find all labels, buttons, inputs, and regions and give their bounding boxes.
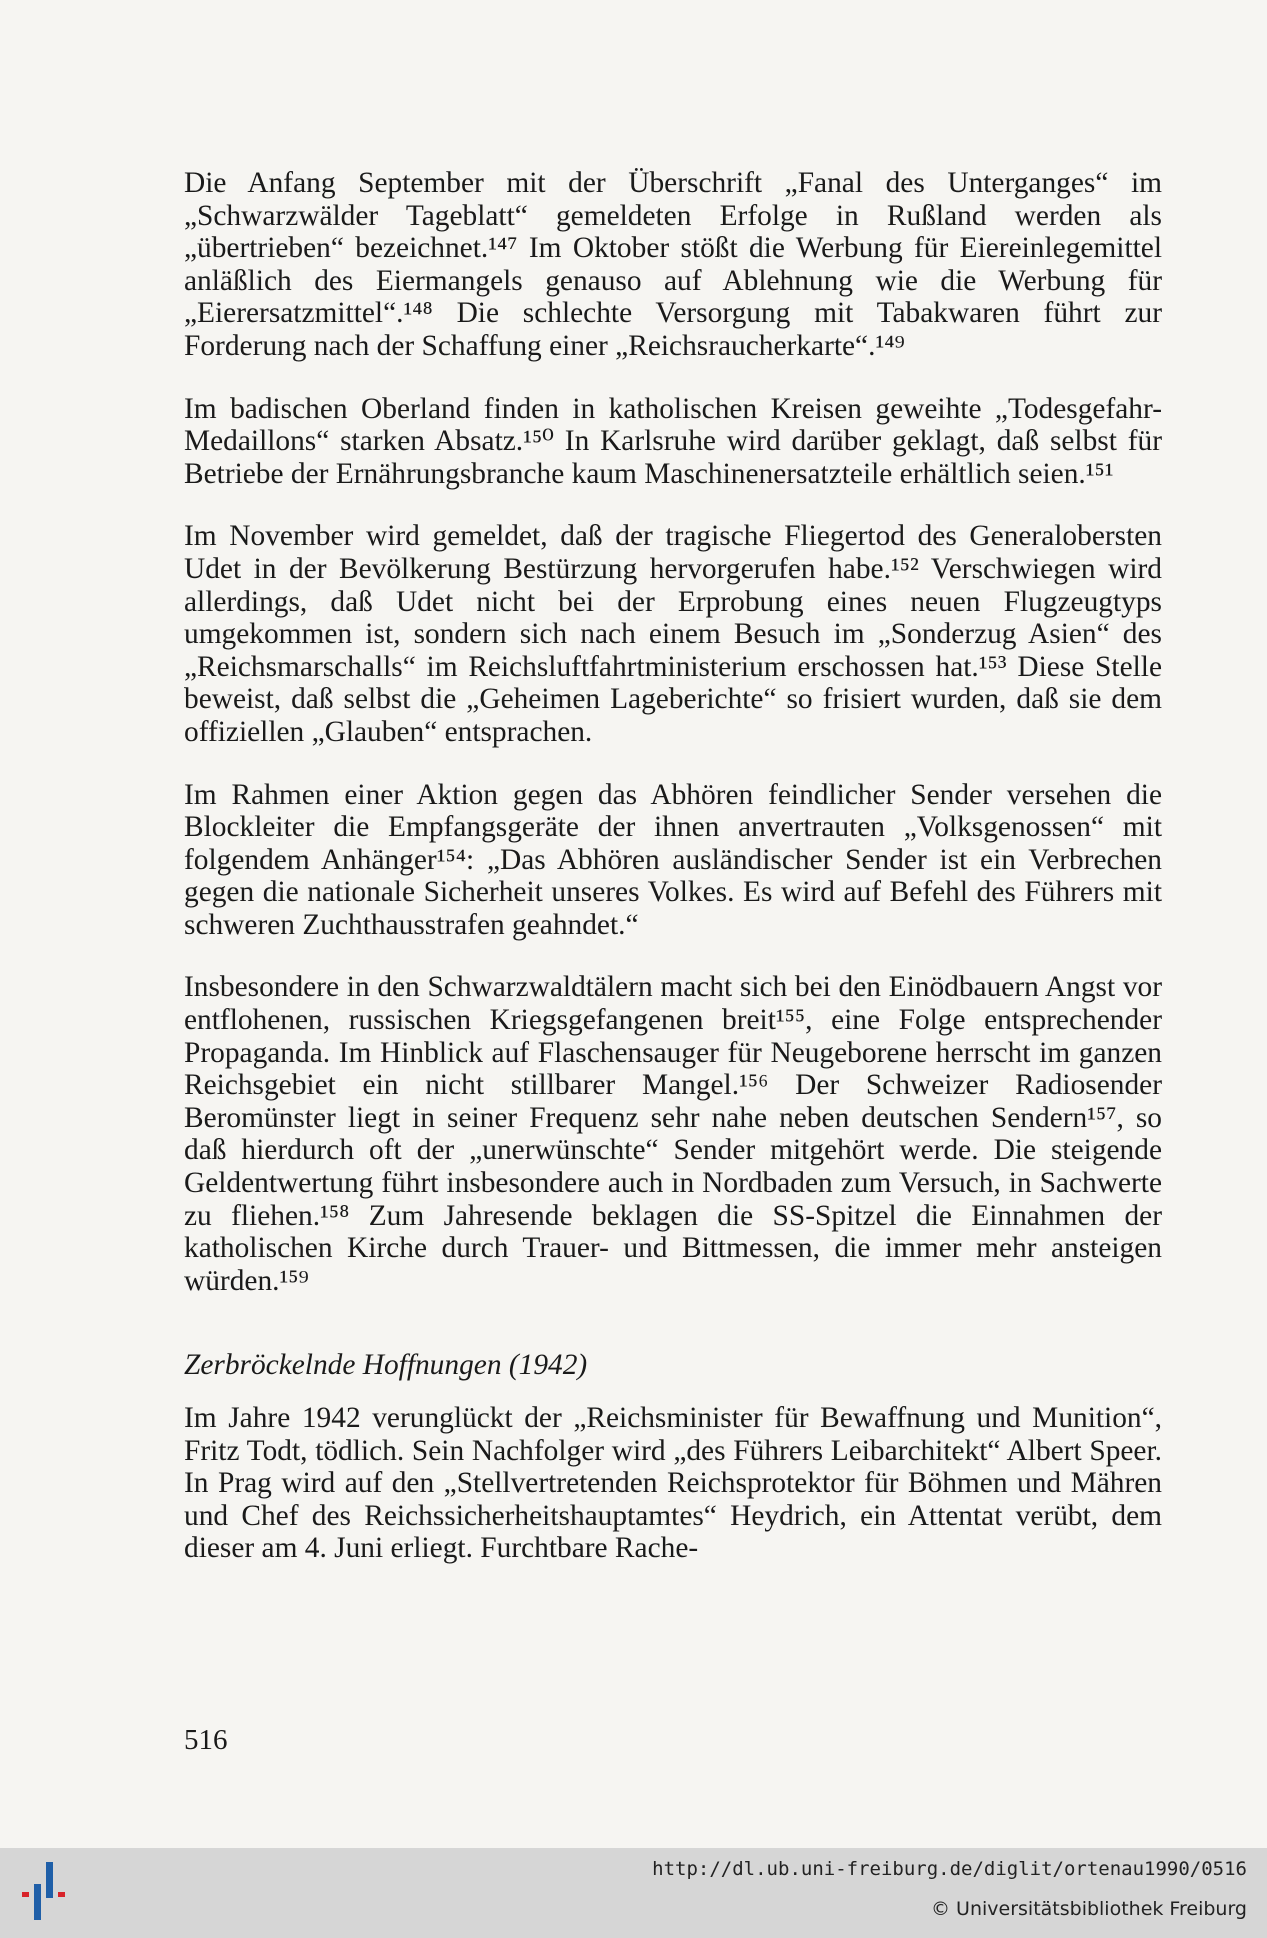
paragraph-1: Die Anfang September mit der Überschrift „Fanal des Unterganges“ im „Schwarzwälder Tageblatt“ gemeldeten Erfolge in Rußland werden als „übertrieben“ bezeichnet.¹⁴⁷ Im Oktober stößt die Werbung für Eiereinlegemittel anläßlich des Eiermangels genauso auf Ablehnung wie die Werbung für „Eierersatzmittel“.¹⁴⁸ Die schlechte Versorgung mit Tabakwaren führt zur Forderung nach der Schaffung einer „Reichsraucherkarte“.¹⁴⁹: [184, 167, 1162, 362]
page-number: 516: [184, 1724, 228, 1756]
ub-freiburg-logo-icon: [12, 1858, 82, 1930]
section-heading: Zerbröckelnde Hoffnungen (1942): [184, 1349, 588, 1382]
document-url-link[interactable]: http://dl.ub.uni-freiburg.de/diglit/ortenau1990/0516: [652, 1858, 1247, 1880]
footer-bar: [0, 1848, 1267, 1938]
paragraph-2: Im badischen Oberland finden in katholischen Kreisen geweihte „Todesgefahr-Medaillons“ starken Absatz.¹⁵⁰ In Karlsruhe wird darüber geklagt, daß selbst für Betriebe der Ernährungsbranche kaum Maschinenersatzteile erhältlich seien.¹⁵¹: [184, 392, 1162, 490]
paragraph-5: Insbesondere in den Schwarzwaldtälern macht sich bei den Einödbauern Angst vor entflohenen, russischen Kriegsgefangenen breit¹⁵⁵, eine Folge entsprechender Propaganda. Im Hinblick auf Flaschensauger für Neugeborene herrscht im ganzen Reichsgebiet ein nicht stillbarer Mangel.¹⁵⁶ Der Schweizer Radiosender Beromünster liegt in seiner Frequenz sehr nahe neben deutschen Sendern¹⁵⁷, so daß hierdurch oft der „unerwünschte“ Sender mitgehört werde. Die steigende Geldentwertung führt insbesondere auch in Nordbaden zum Versuch, in Sachwerte zu fliehen.¹⁵⁸ Zum Jahresende beklagen die SS-Spitzel die Einnahmen der katholischen Kirche durch Trauer- und Bittmessen, die immer mehr ansteigen würden.¹⁵⁹: [184, 971, 1162, 1297]
paragraph-6: Im Jahre 1942 verunglückt der „Reichsminister für Bewaffnung und Munition“, Fritz Todt, tödlich. Sein Nachfolger wird „des Führers Leibarchitekt“ Albert Speer. In Prag wird auf den „Stellvertretenden Reichsprotektor für Böhmen und Mähren und Chef des Reichssicherheitshauptamtes“ Heydrich, ein Attentat verübt, dem dieser am 4. Juni erliegt. Furchtbare Rache-: [184, 1402, 1162, 1565]
paragraph-3: Im November wird gemeldet, daß der tragische Fliegertod des Generalobersten Udet in der Bevölkerung Bestürzung hervorgerufen habe.¹⁵² Verschwiegen wird allerdings, daß Udet nicht bei der Erprobung eines neuen Flugzeugtyps umgekommen ist, sondern sich nach einem Besuch im „Sonderzug Asien“ des „Reichsmarschalls“ im Reichsluftfahrtministerium erschossen hat.¹⁵³ Diese Stelle beweist, daß selbst die „Geheimen Lageberichte“ so frisiert wurden, daß sie dem offiziellen „Glauben“ entsprachen.: [184, 520, 1162, 748]
copyright-notice: © Universitätsbibliothek Freiburg: [931, 1898, 1247, 1920]
paragraph-4: Im Rahmen einer Aktion gegen das Abhören feindlicher Sender versehen die Blockleiter die Empfangsgeräte der ihnen anvertrauten „Volksgenossen“ mit folgendem Anhänger¹⁵⁴: „Das Abhören ausländischer Sender ist ein Verbrechen gegen die nationale Sicherheit unseres Volkes. Es wird auf Befehl des Führers mit schweren Zuchthausstrafen geahndet.“: [184, 778, 1162, 941]
page-text: [184, 167, 1162, 1595]
